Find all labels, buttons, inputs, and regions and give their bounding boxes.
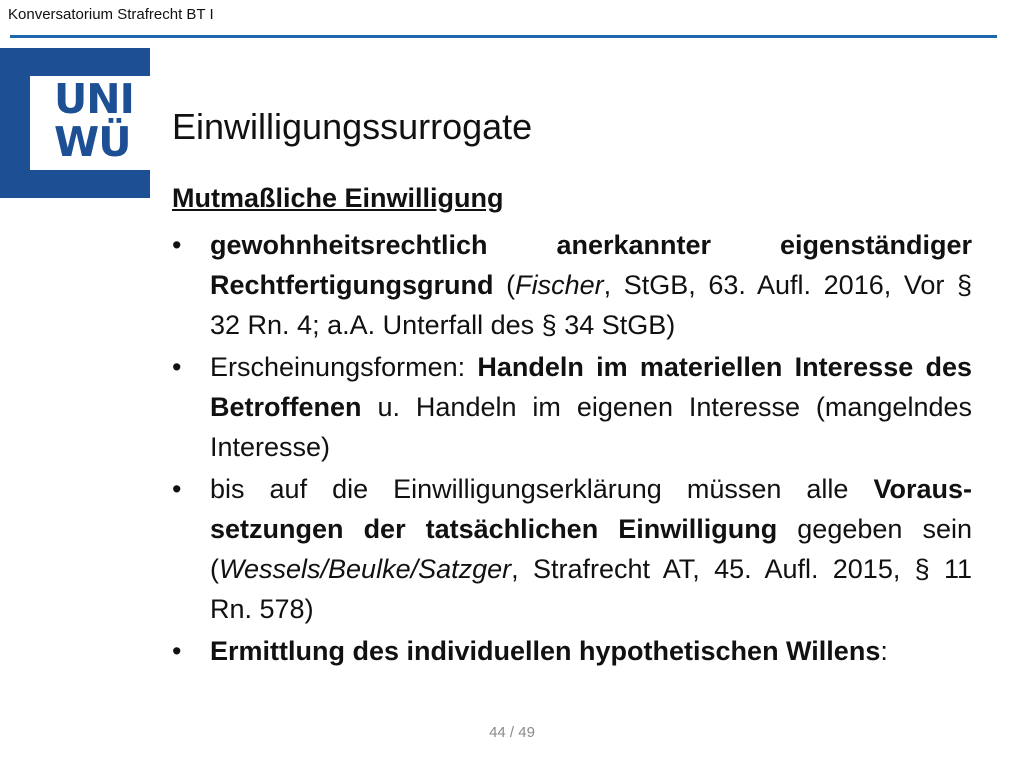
logo-line-2: WÜ <box>54 118 131 166</box>
bullet-item <box>172 631 972 671</box>
bullet-item <box>172 347 972 467</box>
slide-title: Einwilligungssurrogate <box>172 106 533 147</box>
bullet-text-segment: Fischer <box>515 270 604 300</box>
logo-line-1: UNI <box>54 75 134 123</box>
bullet-text-segment: gewohnheitsrechtlich anerkannter eigenständiger Rechtfertigungsgrund <box>210 230 972 300</box>
bullet-text-segment: gegeben sein ( <box>210 514 972 584</box>
bullet-text-segment: bis auf die Einwilligungserklärung müssen alle <box>210 474 874 504</box>
bullet-text-segment: u. Handeln im eigenen Interesse (mangelndes Interesse) <box>210 392 972 462</box>
bullet-text-segment: Ermittlung des individuellen hypothetischen Willens <box>210 636 881 666</box>
course-title: Konversatorium Strafrecht BT I <box>8 6 214 23</box>
page-number: 44 / 49 <box>489 724 535 741</box>
bullet-text-segment: : <box>880 636 888 666</box>
bullet-text-segment: Wessels/Beulke/Satzger <box>219 554 512 584</box>
bullet-item <box>172 469 972 629</box>
bullet-text-segment: , Strafrecht AT, 45. Aufl. 2015, § 11 Rn. 578) <box>210 554 972 624</box>
bullet-text-segment: Voraussetzungen der tatsächlichen Einwilligung <box>210 474 972 544</box>
bullet-list <box>172 225 972 673</box>
bullet-text-segment: Handeln im materiellen Interesse des Betroffenen <box>210 352 972 422</box>
header-divider <box>10 35 997 38</box>
logo-wordmark <box>54 75 134 166</box>
section-heading: Mutmaßliche Einwilligung <box>172 183 504 213</box>
bullet-text-segment: ( <box>493 270 516 300</box>
bullet-text-segment: Erscheinungsformen: <box>210 352 478 382</box>
bullet-item <box>172 225 972 345</box>
university-logo <box>0 48 150 198</box>
bullet-text-segment: , StGB, 63. Aufl. 2016, Vor § 32 Rn. 4; a.A. Unterfall des § 34 StGB) <box>210 270 972 340</box>
